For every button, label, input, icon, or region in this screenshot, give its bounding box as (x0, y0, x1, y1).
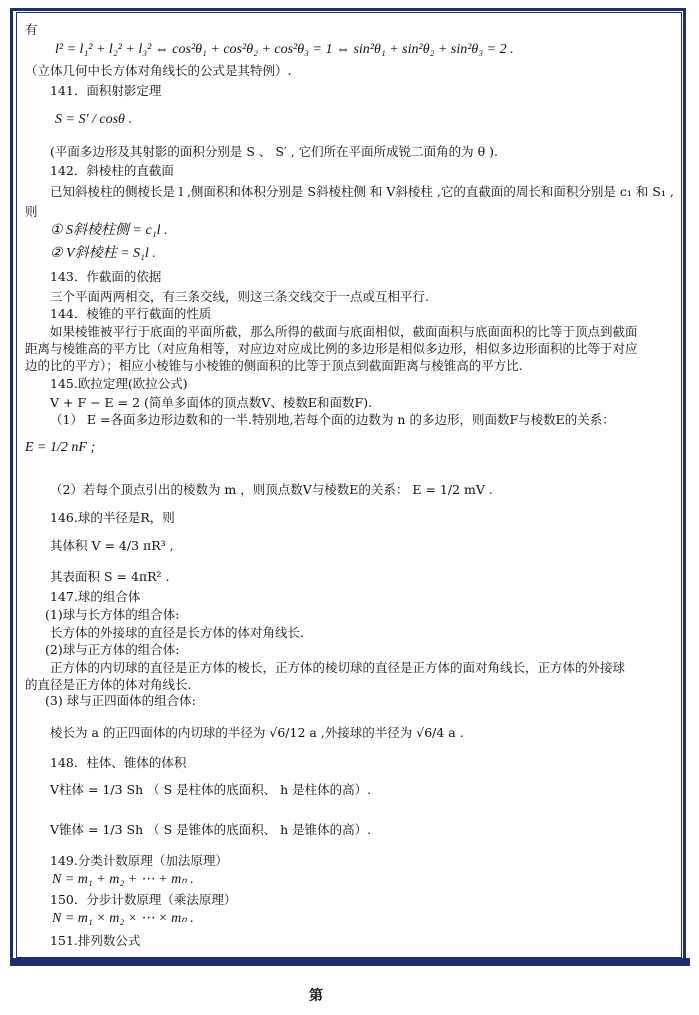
section-heading: 144．棱锥的平行截面的性质 (50, 306, 212, 321)
section-heading: 151.排列数公式 (50, 933, 141, 948)
formula-line: ① S斜棱柱侧 = c₁l . (50, 223, 168, 238)
formula-line: V柱体 = 1/3 Sh （ S 是柱体的底面积、 h 是柱体的高）. (50, 782, 372, 797)
text-line: （立体几何中长方体对角线长的公式是其特例）. (25, 63, 292, 78)
text-line: 距离与棱锥高的平方比（对应角相等，对应边对应成比例的多边形是相似多边形，相似多边形面积的比等于对应 (25, 341, 638, 356)
text-line: 长方体的外接球的直径是长方体的体对角线长. (50, 625, 304, 640)
formula-line: N = m₁ × m₂ × ⋯ × mₙ . (52, 911, 194, 926)
formula-line: N = m₁ + m₂ + ⋯ + mₙ . (52, 872, 194, 887)
text-line: 正方体的内切球的直径是正方体的棱长，正方体的棱切球的直径是正方体的面对角线长，正方体的外接球 (50, 660, 626, 675)
formula-line: S = S′ / cosθ . (55, 112, 132, 127)
formula-line: V锥体 = 1/3 Sh （ S 是锥体的底面积、 h 是锥体的高）. (50, 822, 372, 837)
text-line: 边的比的平方）；相应小棱锥与小棱锥的侧面积的比等于顶点到截面距离与棱锥高的平方比. (25, 358, 523, 373)
text-line: (2)球与正方体的组合体: (45, 642, 180, 657)
section-heading: 145.欧拉定理(欧拉公式) (50, 376, 188, 391)
formula-line: E = 1/2 nF ; (25, 440, 96, 455)
text-line: 棱长为 a 的正四面体的内切球的半径为 √6/12 a ,外接球的半径为 √6/4 a . (50, 725, 464, 740)
text-line: 已知斜棱柱的侧棱长是 l ,侧面积和体积分别是 S斜棱柱侧 和 V斜棱柱 ,它的直截面的周长和面积分别是 c₁ 和 S₁ , (50, 184, 674, 199)
text-line: 其体积 V = 4/3 πR³ , (50, 538, 174, 553)
bottom-rule (10, 958, 690, 966)
formula-line: l² = l₁² + l₂² + l₃² ⇔ cos²θ₁ + cos²θ₂ + cos²θ₃ = 1 ⇔ sin²θ₁ + sin²θ₂ + sin²θ₃ = 2 . (55, 42, 514, 57)
formula-line: ② V斜棱柱 = S₁l . (50, 246, 156, 261)
text-line: 如果棱锥被平行于底面的平面所截，那么所得的截面与底面相似，截面面积与底面面积的比等于顶点到截面 (50, 324, 638, 339)
page-label: 第 (309, 988, 323, 1004)
text-line: 其表面积 S = 4πR² . (50, 569, 170, 584)
section-heading: 150．分步计数原理（乘法原理） (50, 892, 237, 907)
section-heading: 141．面积射影定理 (50, 83, 162, 98)
text-line: 则 (25, 204, 38, 219)
section-heading: 147.球的组合体 (50, 589, 141, 604)
text-line: (3) 球与正四面体的组合体: (45, 693, 196, 708)
text-line: (平面多边形及其射影的面积分别是 S 、 S′ , 它们所在平面所成锐二面角的为 θ ). (50, 144, 499, 159)
section-heading: 142．斜棱柱的直截面 (50, 163, 174, 178)
text-line: （2）若每个顶点引出的棱数为 m ，则顶点数V与棱数E的关系： E = 1/2 mV . (50, 482, 493, 497)
text-line: V + F − E = 2 (简单多面体的顶点数V、棱数E和面数F). (50, 395, 373, 410)
text-line: 有 (25, 22, 38, 37)
section-heading: 143．作截面的依据 (50, 269, 162, 284)
text-line: （1） E =各面多边形边数和的一半.特别地,若每个面的边数为 n 的多边形，则面数F与棱数E的关系： (50, 412, 615, 427)
section-heading: 148．柱体、锥体的体积 (50, 755, 187, 770)
text-line: 的直径是正方体的体对角线长. (25, 677, 192, 692)
section-heading: 149.分类计数原理（加法原理） (50, 853, 228, 868)
text-line: 146.球的半径是R，则 (50, 510, 175, 525)
text-line: 三个平面两两相交，有三条交线，则这三条交线交于一点或互相平行. (50, 289, 429, 304)
text-line: (1)球与长方体的组合体: (45, 607, 180, 622)
